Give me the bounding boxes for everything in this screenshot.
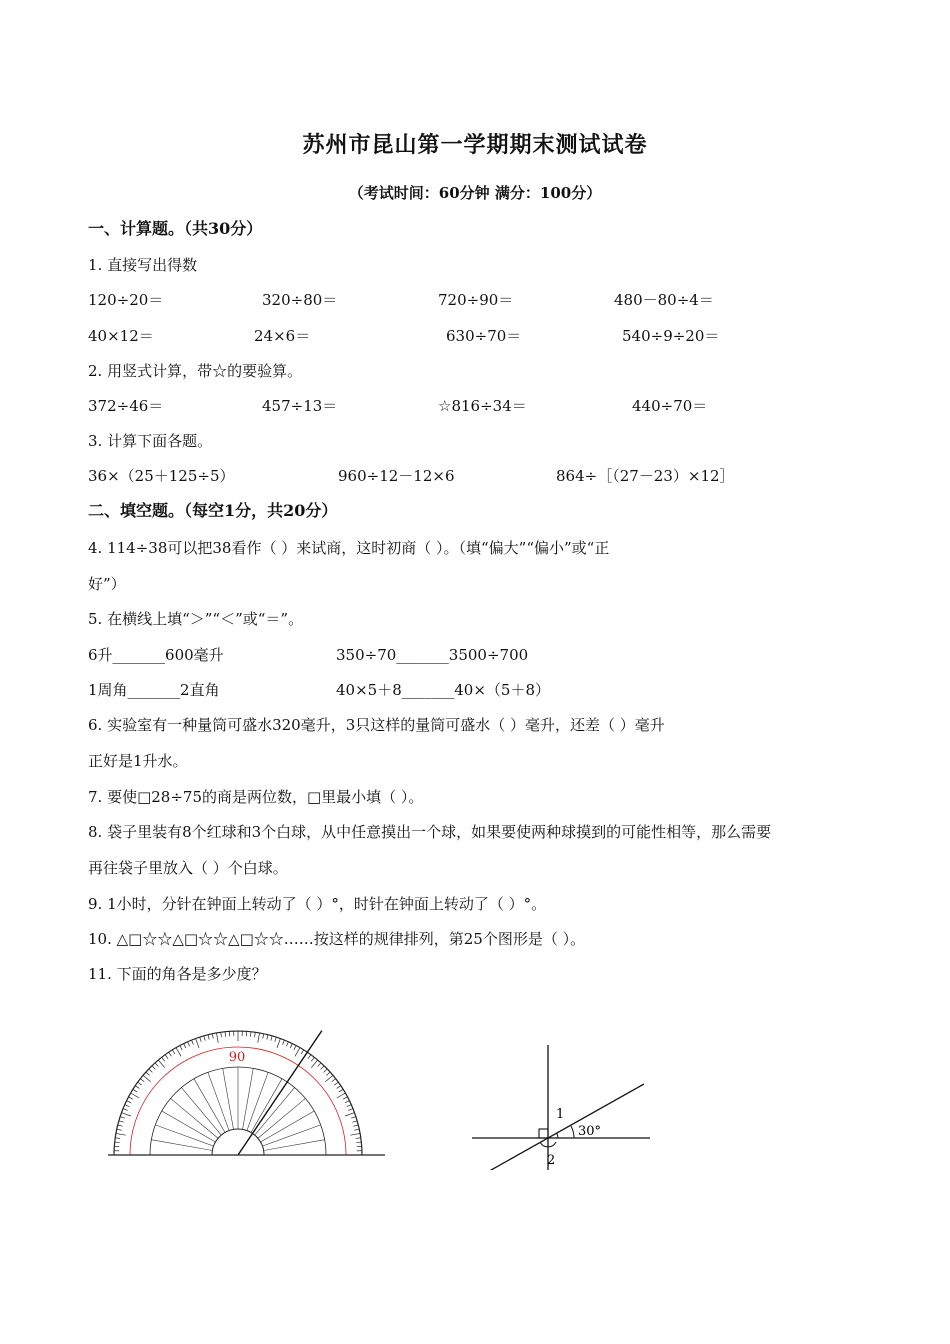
- q5-item: 6升_______600毫升: [88, 646, 224, 664]
- q1-stem: 1. 直接写出得数: [88, 256, 198, 274]
- q1-item: 540÷9÷20＝: [622, 327, 720, 345]
- angle-figure: [470, 1040, 660, 1170]
- section-1-heading: 一、计算题。（共30分）: [88, 219, 263, 238]
- q2-stem: 2. 用竖式计算，带☆的要验算。: [88, 362, 303, 380]
- q2-item: 440÷70＝: [632, 397, 708, 415]
- q8-line-2: 再往袋子里放入（ ）个白球。: [88, 859, 288, 877]
- q4-line-1: 4. 114÷38可以把38看作（ ）来试商，这时初商（ ）。（填“偏大”“偏小”或“正: [88, 539, 610, 557]
- q1-item: 24×6＝: [254, 327, 311, 345]
- q9: 9. 1小时，分针在钟面上转动了（ ）°，时针在钟面上转动了（ ）°。: [88, 895, 547, 913]
- q1-item: 120÷20＝: [88, 291, 164, 309]
- q5-item: 1周角_______2直角: [88, 681, 220, 699]
- q1-item: 480－80÷4＝: [614, 291, 714, 309]
- q2-item: 457÷13＝: [262, 397, 338, 415]
- section-2-heading: 二、填空题。（每空1分，共20分）: [88, 501, 338, 520]
- angle-label-2: 2: [547, 1153, 556, 1168]
- protractor-figure: [100, 1025, 400, 1175]
- q11: 11. 下面的角各是多少度？: [88, 965, 267, 983]
- q6-line-1: 6. 实验室有一种量筒可盛水320毫升，3只这样的量筒可盛水（ ）毫升，还差（ ）毫升: [88, 716, 665, 734]
- q1-item: 630÷70＝: [446, 327, 522, 345]
- page-title: 苏州市昆山第一学期期末测试试卷: [302, 132, 648, 158]
- q1-item: 320÷80＝: [262, 291, 338, 309]
- q2-item: 372÷46＝: [88, 397, 164, 415]
- q3-item: 36×（25＋125÷5）: [88, 467, 235, 485]
- q3-item: 960÷12－12×6: [338, 467, 455, 485]
- q8-line-1: 8. 袋子里装有8个红球和3个白球，从中任意摸出一个球，如果要使两种球摸到的可能性相等，那么需要: [88, 823, 772, 841]
- q5-stem: 5. 在横线上填“＞”“＜”或“＝”。: [88, 610, 304, 628]
- q1-item: 720÷90＝: [438, 291, 514, 309]
- q7: 7. 要使□28÷75的商是两位数，□里最小填（ ）。: [88, 788, 424, 806]
- protractor-ticks: [108, 1031, 385, 1155]
- protractor-label-90: 90: [228, 1050, 246, 1065]
- q5-item: 40×5＋8_______40×（5＋8）: [336, 681, 550, 699]
- q4-line-2: 好”）: [88, 575, 126, 593]
- q10: 10. △□☆☆△□☆☆△□☆☆……按这样的规律排列，第25个图形是（ ）。: [88, 930, 586, 948]
- q3-stem: 3. 计算下面各题。: [88, 432, 213, 450]
- q2-item: ☆816÷34＝: [438, 397, 527, 415]
- exam-info: （考试时间：60分钟 满分：100分）: [348, 184, 602, 202]
- q6-line-2: 正好是1升水。: [88, 752, 188, 770]
- q5-item: 350÷70_______3500÷700: [336, 646, 529, 664]
- angle-label-1: 1: [556, 1107, 565, 1122]
- q1-item: 40×12＝: [88, 327, 154, 345]
- q3-item: 864÷［（27－23）×12］: [556, 467, 735, 485]
- angle-label-30: 30°: [578, 1124, 602, 1139]
